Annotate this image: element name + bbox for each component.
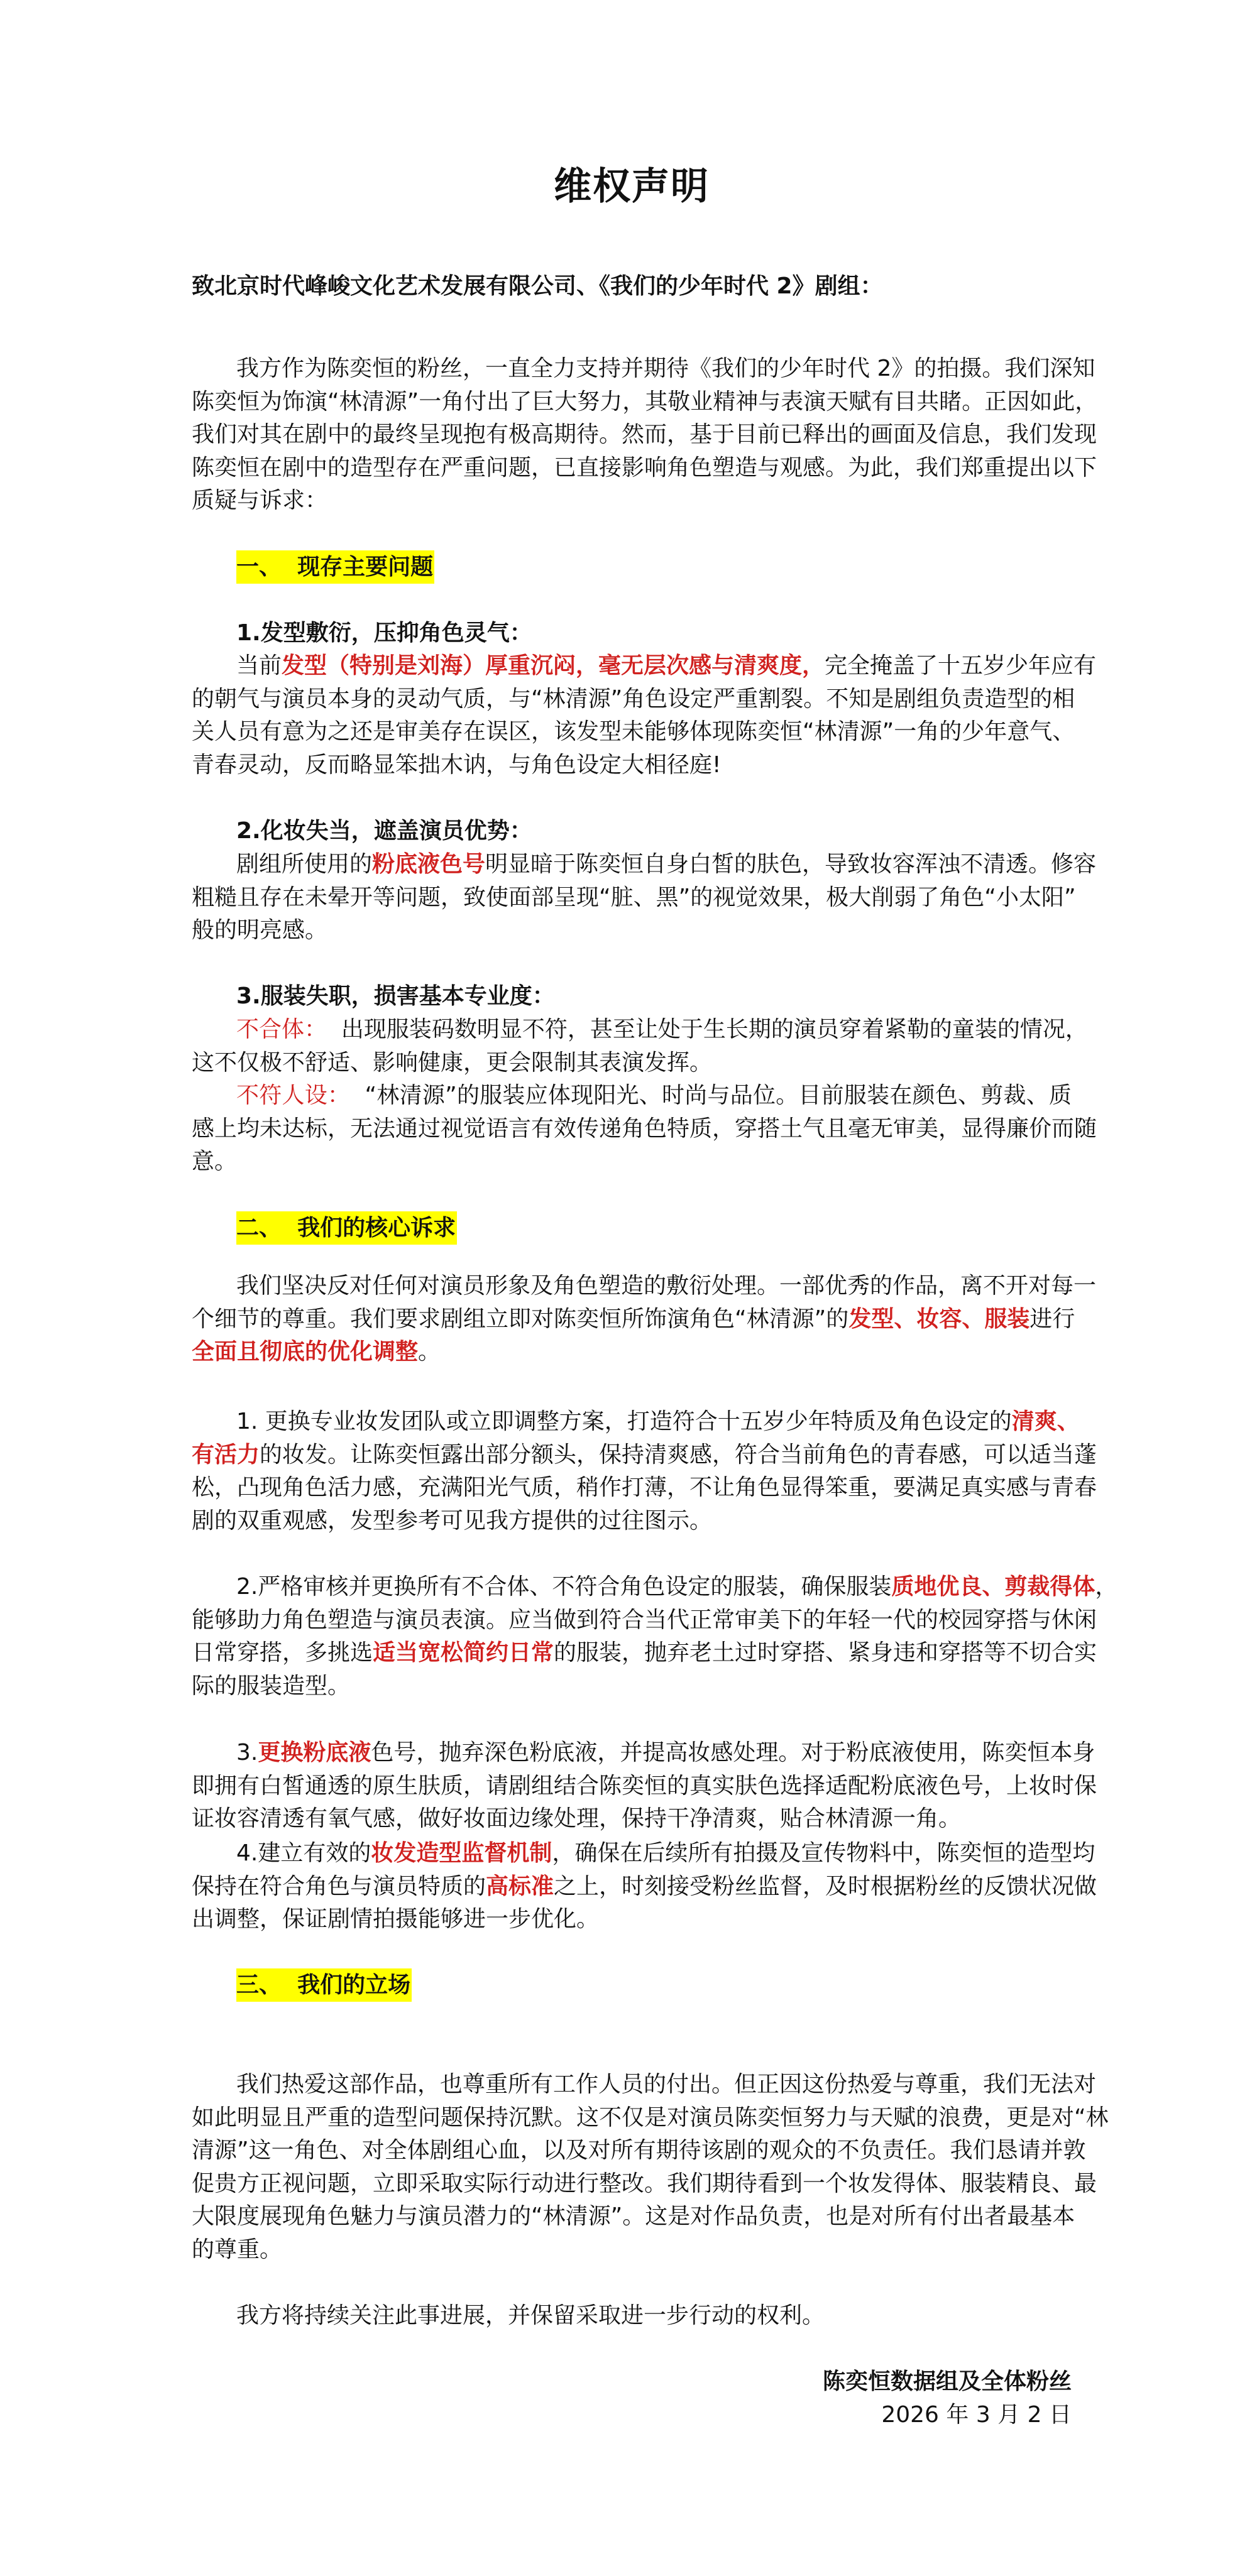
emphasis-text: 粉底液色号: [372, 851, 486, 877]
signature: 陈奕恒数据组及全体粉丝: [822, 2369, 1072, 2394]
addressee-line: 致北京时代峰峻文化艺术发展有限公司、《我们的少年时代 2》剧组：: [192, 273, 883, 299]
paragraph-line: [192, 2102, 1109, 2135]
paragraph-line: [192, 881, 1076, 915]
paragraph-line: [192, 716, 1075, 749]
text-run: 出现服装码数明显不符，甚至让处于生长期的演员穿着紧勒的童装的情况，: [327, 1017, 1088, 1042]
paragraph-line: [192, 352, 1095, 386]
paragraph-line: [192, 386, 1098, 419]
text-run: 色号，抛弃深色粉底液，并提高妆感处理。对于粉底液使用，陈奕恒本身: [371, 1740, 1095, 1766]
text-run: 日常穿搭，多挑选: [192, 1640, 373, 1666]
text-run: 这不仅极不舒适、影响健康，更会限制其表演发挥。: [192, 1049, 713, 1076]
text-run: ，确保在后续所有拍摄及宣传物料中，陈奕恒的造型均: [552, 1840, 1095, 1866]
paragraph-line: [192, 2168, 1097, 2201]
text-run: 我们热爱这部作品，也尊重所有工作人员的付出。但正因这份热爱与尊重，我们无法对: [236, 2071, 1097, 2097]
text-run: 明显暗于陈奕恒自身白皙的肤色，导致妆容浑浊不清透。修容: [485, 851, 1097, 877]
text-run: 关人员有意为之还是审美存在误区，该发型未能够体现陈奕恒“林清源”一角的少年意气、: [192, 719, 1075, 745]
section-heading: 一、 现存主要问题: [236, 550, 434, 584]
paragraph-line: [192, 2300, 1072, 2333]
text-run: 的服装，抛弃老土过时穿搭、紧身违和穿搭等不切合实: [554, 1640, 1097, 1666]
paragraph-line: [192, 1047, 1072, 1080]
paragraph-line: [192, 2068, 1097, 2102]
paragraph-line: [192, 1837, 1095, 1870]
emphasis-text: 适当宽松简约日常: [373, 1640, 554, 1666]
text-run: 1. 更换专业妆发团队或立即调整方案，打造符合十五岁少年特质及角色设定的: [236, 1409, 1012, 1434]
text-run: 能够助力角色塑造与演员表演。应当做到符合当代正常审美下的年轻一代的校园穿搭与休闲: [192, 1607, 1097, 1633]
paragraph-line: [192, 2234, 1072, 2267]
text-run: 意。: [192, 1149, 238, 1175]
text-run: 4.建立有效的: [236, 1840, 371, 1866]
text-run: 青春灵动，反而略显笨拙木讷，与角色设定大相径庭!: [192, 751, 722, 778]
paragraph-line: [192, 2134, 1086, 2168]
paragraph: [192, 848, 1097, 947]
subheading-text: 3.服装失职，损害基本专业度：: [236, 983, 555, 1009]
emphasis-text: 妆发造型监督机制: [371, 1840, 552, 1866]
text-run: 感上均未达标，无法通过视觉语言有效传递角色特质，穿搭土气且毫无审美，显得廉价而随: [192, 1115, 1097, 1142]
text-run: 陈奕恒在剧中的造型存在严重问题，已直接影响角色塑造与观感。为此，我们郑重提出以下: [192, 454, 1097, 481]
text-run: 我们对其在剧中的最终呈现抱有极高期待。然而，基于目前已释出的画面及信息，我们发现: [192, 422, 1097, 448]
paragraph: [192, 2068, 1109, 2267]
paragraph-line: [192, 1505, 1072, 1538]
text-run: 出调整，保证剧情拍摄能够进一步优化。: [192, 1906, 600, 1933]
paragraph-line: [192, 418, 1097, 452]
text-run: 的妆发。让陈奕恒露出部分额头，保持清爽感，符合当前角色的青春感，可以适当蓬: [260, 1441, 1097, 1468]
paragraph-line: [192, 1113, 1097, 1146]
paragraph: [192, 1405, 1097, 1537]
paragraph-line: [192, 452, 1097, 485]
text-run: 的朝气与演员本身的灵动气质，与“林清源”角色设定严重割裂。不知是剧组负责造型的相: [192, 685, 1075, 712]
text-run: 我方将持续关注此事进展，并保留采取进一步行动的权利。: [236, 2303, 825, 2328]
paragraph: [192, 2300, 1072, 2333]
paragraph: [192, 1837, 1097, 1936]
emphasis-text: 有活力: [192, 1441, 260, 1468]
text-run: 进行: [1029, 1306, 1075, 1332]
paragraph-line: [192, 1145, 1072, 1179]
emphasis-text: 全面且彻底的优化调整: [192, 1339, 419, 1365]
paragraph-line: [192, 1770, 1097, 1803]
paragraph: [192, 650, 1097, 782]
text-run: 剧的双重观感，发型参考可见我方提供的过往图示。: [192, 1507, 713, 1534]
paragraph-line: [192, 1571, 1118, 1604]
paragraph-line: [192, 1405, 1080, 1439]
paragraph-line: [192, 1303, 1075, 1336]
emphasis-text: 发型、妆容、服装: [848, 1306, 1030, 1332]
text-run: 如此明显且严重的造型问题保持沉默。这不仅是对演员陈奕恒努力与天赋的浪费，更是对“林: [192, 2104, 1109, 2131]
paragraph-line: [192, 1604, 1097, 1637]
text-run: 粗糙且存在未晕开等问题，致使面部呈现“脏、黑”的视觉效果，极大削弱了角色“小太阳”: [192, 884, 1076, 910]
text-run: 即拥有白皙通透的原生肤质，请剧组结合陈奕恒的真实肤色选择适配粉底液色号，上妆时保: [192, 1772, 1097, 1799]
subheading-text: 1.发型敷衍，压抑角色灵气：: [236, 620, 532, 646]
text-run: 大限度展现角色魅力与演员潜力的“林清源”。这是对作品负责，也是对所有付出者最基本: [192, 2203, 1075, 2230]
paragraph-line: [192, 1079, 1072, 1113]
text-run: 的尊重。: [192, 2236, 283, 2262]
text-run: 际的服装造型。: [192, 1673, 351, 1699]
paragraph-line: [192, 848, 1097, 881]
text-run: 当前: [236, 653, 282, 679]
paragraph-line: [192, 650, 1097, 683]
paragraph-line: [192, 484, 1072, 518]
text-run: 2.严格审核并更换所有不合体、不符合角色设定的服装，确保服装: [236, 1574, 892, 1600]
text-run: “林清源”的服装应体现阳光、时尚与品位。目前服装在颜色、剪裁、质: [350, 1083, 1072, 1108]
paragraph-line: [192, 1737, 1095, 1770]
section-heading: 二、 我们的核心诉求: [236, 1211, 457, 1245]
text-run: 。: [418, 1339, 441, 1365]
paragraph: [192, 1571, 1118, 1703]
paragraph-line: [192, 749, 1072, 782]
paragraph-line: [192, 1803, 1072, 1836]
paragraph: [192, 1079, 1097, 1179]
emphasis-text: 发型（特别是刘海）厚重沉闷，毫无层次感与清爽度，: [282, 653, 825, 679]
text-run: 剧组所使用的: [236, 851, 373, 877]
emphasis-text: 高标准: [486, 1873, 554, 1899]
paragraph-line: [192, 2200, 1075, 2234]
paragraph: [192, 1270, 1097, 1369]
paragraph-line: [192, 683, 1075, 716]
text-run: 完全掩盖了十五岁少年应有: [825, 653, 1097, 679]
paragraph: [192, 1013, 1088, 1079]
paragraph-line: [192, 1870, 1097, 1904]
date: 2026 年 3 月 2 日: [881, 2402, 1072, 2428]
text-run: 陈奕恒为饰演“林清源”一角付出了巨大努力，其敬业精神与表演天赋有目共睹。正因如此，: [192, 388, 1098, 415]
paragraph-line: [192, 1439, 1097, 1472]
text-run: 质疑与诉求：: [192, 488, 328, 514]
issue-label: 不符人设：: [236, 1083, 351, 1108]
paragraph: [192, 352, 1098, 518]
text-run: 之上，时刻接受粉丝监督，及时根据粉丝的反馈状况做: [554, 1873, 1097, 1899]
paragraph: [192, 1737, 1097, 1836]
issue-label: 不合体：: [236, 1017, 327, 1042]
text-run: 般的明亮感。: [192, 917, 328, 944]
text-run: ，: [1095, 1574, 1118, 1600]
paragraph-line: [192, 1270, 1097, 1303]
text-run: 我方作为陈奕恒的粉丝，一直全力支持并期待《我们的少年时代 2》的拍摄。我们深知: [236, 356, 1095, 381]
emphasis-text: 更换粉底液: [258, 1740, 371, 1766]
text-run: 个细节的尊重。我们要求剧组立即对陈奕恒所饰演角色“林清源”的: [192, 1306, 849, 1332]
text-run: 促贵方正视问题，立即采取实际行动进行整改。我们期待看到一个妆发得体、服装精良、最: [192, 2170, 1097, 2197]
subheading: [192, 980, 1072, 1013]
emphasis-text: 清爽、: [1011, 1409, 1080, 1434]
subheading-text: 2.化妆失当，遮盖演员优势：: [236, 818, 532, 844]
paragraph-line: [192, 1471, 1097, 1505]
subheading: [192, 617, 1072, 650]
text-run: 松，凸现角色活力感，充满阳光气质，稍作打薄，不让角色显得笨重，要满足真实感与青春: [192, 1475, 1097, 1501]
paragraph-line: [192, 914, 1072, 947]
section-heading: 三、 我们的立场: [236, 1968, 412, 2002]
text-run: 证妆容清透有氧气感，做好妆面边缘处理，保持干净清爽，贴合林清源一角。: [192, 1806, 962, 1832]
subheading: [192, 815, 1072, 848]
paragraph-line: [192, 1336, 1072, 1369]
paragraph-line: [192, 1637, 1097, 1670]
text-run: 保持在符合角色与演员特质的: [192, 1873, 486, 1899]
text-run: 我们坚决反对任何对演员形象及角色塑造的敷衍处理。一部优秀的作品，离不开对每一: [236, 1273, 1097, 1299]
text-run: 清源”这一角色、对全体剧组心血，以及对所有期待该剧的观众的不负责任。我们恳请并敦: [192, 2137, 1086, 2164]
paragraph-line: [192, 1013, 1088, 1047]
text-run: 3.: [236, 1740, 258, 1766]
document-title: 维权声明: [554, 165, 710, 209]
paragraph-line: [192, 1670, 1072, 1703]
paragraph-line: [192, 1903, 1072, 1936]
emphasis-text: 质地优良、剪裁得体: [891, 1574, 1095, 1600]
